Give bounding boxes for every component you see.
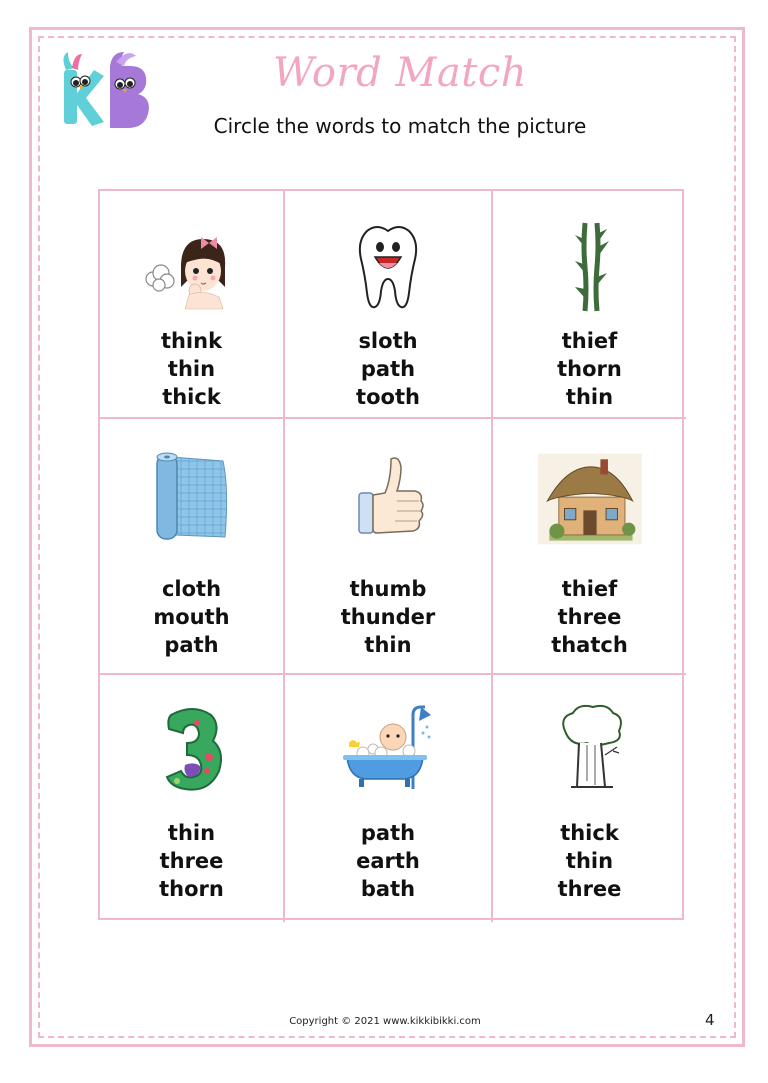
word-choice[interactable]: path (360, 821, 416, 845)
word-choice[interactable]: earth (356, 849, 420, 873)
word-choice[interactable]: bath (360, 877, 416, 901)
word-choices (493, 327, 686, 411)
word-choice[interactable]: path (164, 633, 219, 657)
word-choices (100, 575, 283, 659)
word-choice[interactable]: thin (167, 357, 216, 381)
word-choice[interactable]: three (557, 877, 622, 901)
word-choice[interactable]: mouth (153, 605, 230, 629)
word-choice[interactable]: thick (162, 385, 221, 409)
word-choice[interactable]: cloth (161, 577, 222, 601)
thorny-stem-icon (535, 217, 645, 313)
word-card (493, 419, 686, 675)
thumbs-up-icon (333, 449, 443, 545)
word-choice[interactable]: thief (561, 577, 618, 601)
word-choice[interactable]: thatch (551, 633, 628, 657)
word-choice[interactable]: thin (565, 849, 614, 873)
word-choice[interactable]: thunder (340, 605, 436, 629)
word-choice[interactable]: think (160, 329, 223, 353)
word-choice[interactable]: three (557, 605, 622, 629)
word-choices (100, 819, 283, 903)
thatched-cottage-icon (538, 449, 642, 549)
word-card (100, 191, 285, 419)
word-choice[interactable]: thin (565, 385, 614, 409)
word-card (100, 675, 285, 922)
word-choice[interactable]: thorn (557, 357, 622, 381)
word-choice[interactable]: thief (561, 329, 618, 353)
word-choices (100, 327, 283, 411)
word-choice[interactable]: path (360, 357, 416, 381)
word-choice[interactable]: sloth (358, 329, 418, 353)
word-choice[interactable]: thin (167, 821, 216, 845)
thick-tree-icon (535, 701, 645, 797)
word-choice[interactable]: thick (560, 821, 619, 845)
number-three-icon (137, 701, 247, 797)
word-card (285, 675, 493, 922)
word-choices (493, 575, 686, 659)
word-choices (285, 327, 491, 411)
cloth-roll-icon (137, 449, 247, 545)
word-choices (285, 575, 491, 659)
word-card (493, 191, 686, 419)
word-card (100, 419, 285, 675)
word-choice[interactable]: thumb (349, 577, 427, 601)
word-choice[interactable]: thorn (159, 877, 224, 901)
word-card (285, 419, 493, 675)
girl-thinking-icon (137, 217, 247, 313)
word-card (493, 675, 686, 922)
tooth-icon (333, 217, 443, 313)
worksheet-instructions: Circle the words to match the picture (213, 114, 587, 138)
word-choices (285, 819, 491, 903)
baby-in-bath-icon (333, 701, 443, 797)
word-match-grid (98, 189, 684, 920)
word-choice[interactable]: tooth (356, 385, 420, 409)
kikkibikki-logo (52, 48, 156, 132)
worksheet-title: Word Match (273, 50, 527, 96)
word-choice[interactable]: thin (364, 633, 412, 657)
copyright-footer: Copyright © 2021 www.kikkibikki.com (289, 1016, 481, 1027)
page-number: 4 (705, 1011, 715, 1029)
word-card (285, 191, 493, 419)
word-choices (493, 819, 686, 903)
word-choice[interactable]: three (159, 849, 224, 873)
